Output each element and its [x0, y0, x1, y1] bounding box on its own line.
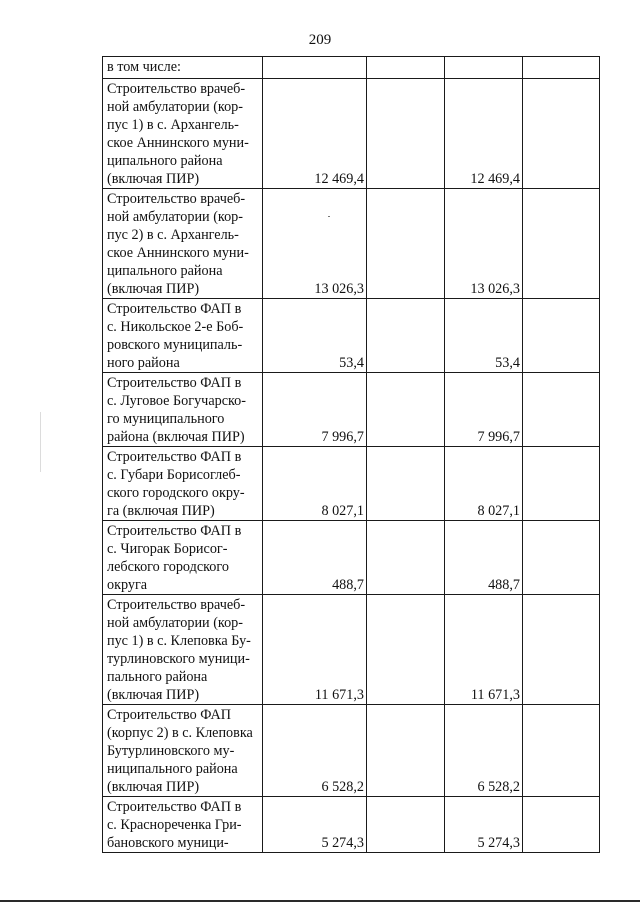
cell-col2: 488,7: [263, 521, 367, 595]
cell-col4: 53,4: [445, 299, 523, 373]
row-label: Строительство врачеб- ной амбулатории (кор- пус 2) в с. Архангель- ское Аннинского муни- ципального района (включая ПИР): [103, 189, 263, 299]
row-label: Строительство ФАП в с. Чигорак Борисог- лебского городского округа: [103, 521, 263, 595]
table-row: [103, 373, 600, 447]
row-label: Строительство ФАП в с. Губари Борисоглеб- ского городского окру- га (включая ПИР): [103, 447, 263, 521]
cell-col4: 6 528,2: [445, 705, 523, 797]
table-row: [103, 79, 600, 189]
cell-col5: [523, 57, 600, 79]
cell-col3: [367, 79, 445, 189]
row-label: Строительство врачеб- ной амбулатории (кор- пус 1) в с. Клеповка Бу- турлиновского муници- пального района (включая ПИР): [103, 595, 263, 705]
row-label: Строительство ФАП в с. Краснореченка Гри- бановского муници-: [103, 797, 263, 853]
cell-col3: [367, 797, 445, 853]
scan-margin-mark: [40, 412, 41, 472]
cell-col5: [523, 797, 600, 853]
cell-col5: [523, 595, 600, 705]
cell-col2: 8 027,1: [263, 447, 367, 521]
table-row: [103, 299, 600, 373]
scan-bottom-edge: [0, 900, 640, 902]
cell-col3: [367, 521, 445, 595]
cell-col2: 7 996,7: [263, 373, 367, 447]
cell-col4: 5 274,3: [445, 797, 523, 853]
cell-col2: 12 469,4: [263, 79, 367, 189]
cell-col3: [367, 595, 445, 705]
budget-table: [102, 56, 600, 853]
cell-col5: [523, 373, 600, 447]
row-label: в том числе:: [103, 57, 263, 79]
cell-col5: [523, 299, 600, 373]
row-label: Строительство врачеб- ной амбулатории (кор- пус 1) в с. Архангель- ское Аннинского муни- ципального района (включая ПИР): [103, 79, 263, 189]
cell-col4: 8 027,1: [445, 447, 523, 521]
cell-col4: 13 026,3: [445, 189, 523, 299]
cell-col2: [263, 57, 367, 79]
cell-col5: [523, 79, 600, 189]
table-row: [103, 57, 600, 79]
table-row: [103, 705, 600, 797]
cell-col4: 12 469,4: [445, 79, 523, 189]
cell-col2: 13 026,3: [263, 189, 367, 299]
table-row: [103, 797, 600, 853]
cell-col4: [445, 57, 523, 79]
cell-col5: [523, 705, 600, 797]
row-label: Строительство ФАП в с. Никольское 2-е Боб- ровского муниципаль- ного района: [103, 299, 263, 373]
cell-col2: 6 528,2: [263, 705, 367, 797]
row-label: Строительство ФАП (корпус 2) в с. Клеповка Бутурлиновского му- ниципального района (включая ПИР): [103, 705, 263, 797]
cell-col4: 488,7: [445, 521, 523, 595]
cell-col3: [367, 373, 445, 447]
table-row: [103, 521, 600, 595]
cell-col5: [523, 521, 600, 595]
cell-col2: 53,4: [263, 299, 367, 373]
cell-col3: [367, 57, 445, 79]
cell-col4: 11 671,3: [445, 595, 523, 705]
cell-col3: [367, 705, 445, 797]
cell-col3: [367, 447, 445, 521]
scan-speck: [328, 216, 330, 217]
row-label: Строительство ФАП в с. Луговое Богучарско- го муниципального района (включая ПИР): [103, 373, 263, 447]
cell-col4: 7 996,7: [445, 373, 523, 447]
table-row: [103, 447, 600, 521]
cell-col2: 11 671,3: [263, 595, 367, 705]
table-row: [103, 189, 600, 299]
cell-col5: [523, 189, 600, 299]
cell-col5: [523, 447, 600, 521]
page-number: 209: [308, 32, 332, 48]
cell-col2: 5 274,3: [263, 797, 367, 853]
table-row: [103, 595, 600, 705]
cell-col3: [367, 299, 445, 373]
cell-col3: [367, 189, 445, 299]
